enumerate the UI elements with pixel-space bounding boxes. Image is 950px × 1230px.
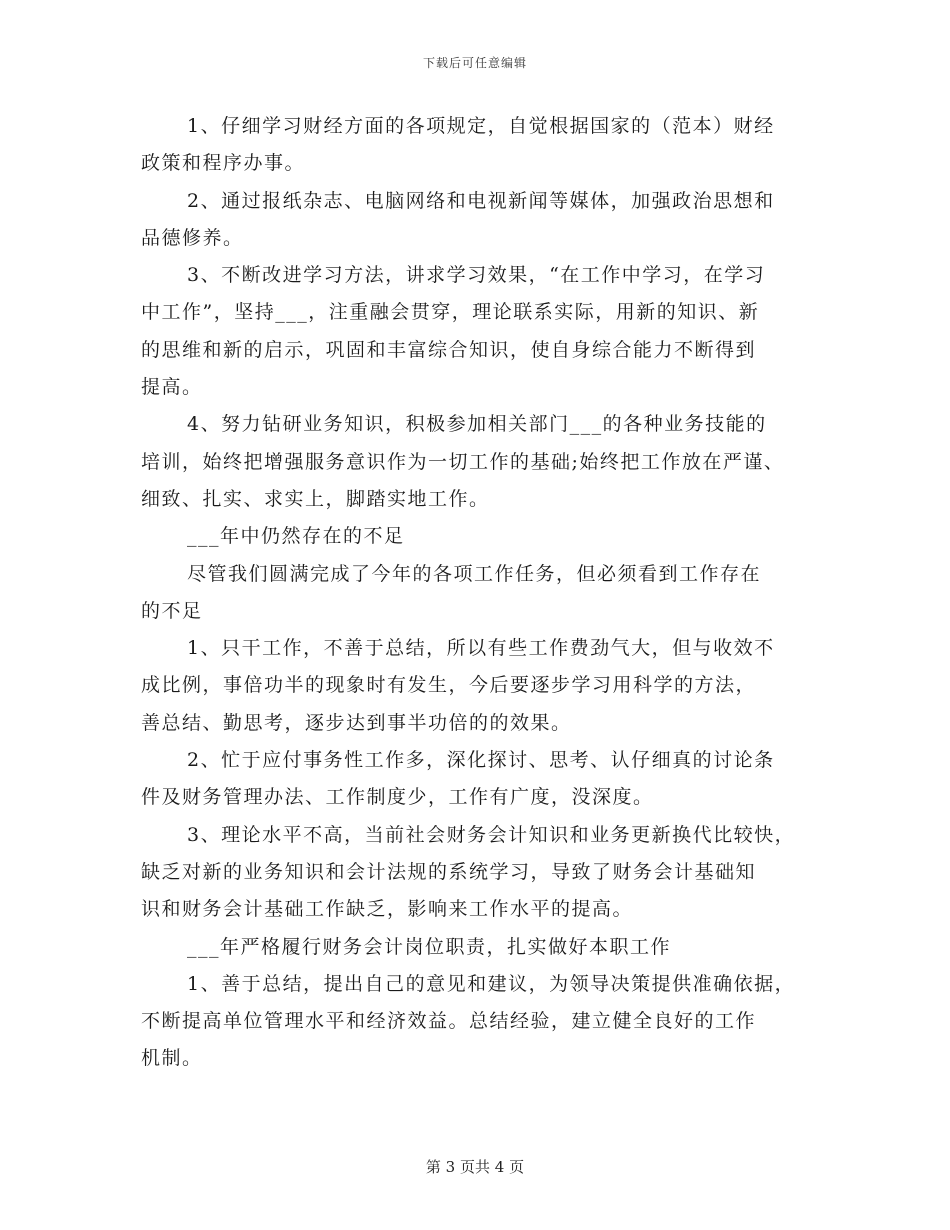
paragraph-line: 4、努力钻研业务知识，积极参加相关部门___的各种业务技能的 <box>187 413 767 436</box>
paragraph-line: 尽管我们圆满完成了今年的各项工作任务，但必须看到工作存在 <box>187 562 762 585</box>
paragraph-line: 缺乏对新的业务知识和会计法规的系统学习，导致了财务会计基础知 <box>141 860 757 883</box>
paragraph-line: 识和财务会计基础工作缺乏，影响来工作水平的提高。 <box>141 898 634 921</box>
paragraph-line: 政策和程序办事。 <box>141 152 306 175</box>
paragraph-line: 机制。 <box>141 1047 203 1070</box>
paragraph-line: 2、通过报纸杂志、电脑网络和电视新闻等媒体，加强政治思想和 <box>187 189 775 212</box>
paragraph-line: 不断提高单位管理水平和经济效益。总结经验，建立健全良好的工作 <box>141 1010 757 1033</box>
paragraph-line: 1、仔细学习财经方面的各项规定，自觉根据国家的（范本）财经 <box>187 115 775 137</box>
paragraph-line: 3、不断改进学习方法，讲求学习效果，“在工作中学习，在学习 <box>187 264 766 287</box>
paragraph-line: 的不足 <box>141 599 203 622</box>
paragraph-line: 的思维和新的启示，巩固和丰富综合知识，使自身综合能力不断得到 <box>141 338 757 361</box>
paragraph-line: 品德修养。 <box>141 226 244 249</box>
paragraph-line: 1、善于总结，提出自己的意见和建议，为领导决策提供准确依据， <box>187 972 796 995</box>
section-heading: ___年严格履行财务会计岗位职责，扎实做好本职工作 <box>187 935 672 958</box>
paragraph-line: 细致、扎实、求实上，脚踏实地工作。 <box>141 487 490 510</box>
paragraph-line: 中工作”，坚持___，注重融会贯穿，理论联系实际，用新的知识、新 <box>141 301 760 324</box>
paragraph-line: 善总结、勤思考，逐步达到事半功倍的的效果。 <box>141 711 572 734</box>
paragraph-line: 提高。 <box>141 376 203 399</box>
paragraph-line: 3、理论水平不高，当前社会财务会计知识和业务更新换代比较快， <box>187 823 796 846</box>
document-body <box>141 108 806 1078</box>
page-footer: 第 3 页共 4 页 <box>425 1158 525 1176</box>
paragraph-line: 件及财务管理办法、工作制度少，工作有广度，没深度。 <box>141 786 654 809</box>
paragraph-line: 1、只干工作，不善于总结，所以有些工作费劲气大，但与收效不 <box>187 637 775 660</box>
paragraph-line: 培训，始终把增强服务意识作为一切工作的基础;始终把工作放在严谨、 <box>141 450 785 473</box>
paragraph-line: 成比例，事倍功半的现象时有发生，今后要逐步学习用科学的方法， <box>141 674 757 697</box>
page-header: 下载后可任意编辑 <box>422 56 527 70</box>
section-heading: ___年中仍然存在的不足 <box>187 525 405 548</box>
paragraph-line: 2、忙于应付事务性工作多，深化探讨、思考、认仔细真的讨论条 <box>187 749 775 772</box>
